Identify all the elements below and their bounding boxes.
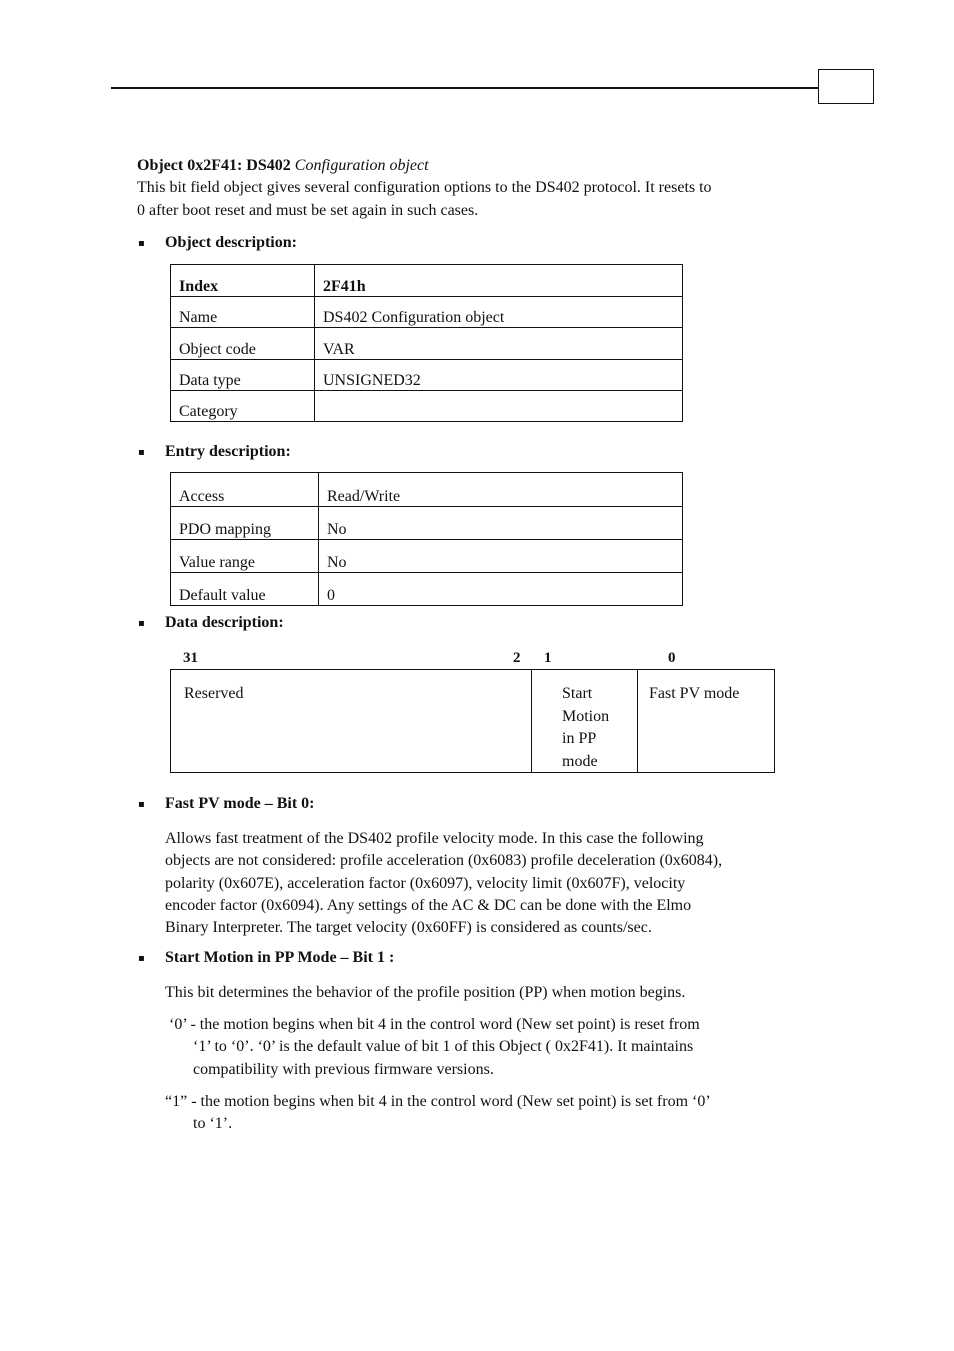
table-label-cell: Data type <box>171 360 315 391</box>
bit-cell-text: in PP <box>562 730 597 747</box>
bit-label-0: 0 <box>668 650 676 666</box>
table-row <box>171 328 683 360</box>
bit-cell-text: Motion <box>562 707 610 725</box>
table-label-cell: Index <box>171 265 315 297</box>
table-value-cell: 0 <box>319 573 683 606</box>
table-value-cell <box>315 391 683 422</box>
table-row <box>171 391 683 422</box>
intro-line-1: This bit field object gives several configuration options to the DS402 protocol. It resets to <box>137 179 712 196</box>
table-value-cell: DS402 Configuration object <box>315 297 683 328</box>
fast-pv-line-2: objects are not considered: profile acceleration (0x6083) profile deceleration (0x6084), <box>165 852 723 869</box>
table-label-cell: PDO mapping <box>171 507 319 540</box>
table-value-cell: No <box>319 507 683 540</box>
table-row <box>171 297 683 328</box>
table-value-cell: 2F41h <box>315 265 683 297</box>
bit-cell-text: mode <box>562 752 598 770</box>
option-0-line-1: ‘0’ - the motion begins when bit 4 in the control word (New set point) is reset from <box>169 1016 700 1033</box>
bullet-icon: ▪ <box>138 447 145 458</box>
start-motion-heading: Start Motion in PP Mode – Bit 1 : <box>165 949 395 966</box>
start-motion-intro: This bit determines the behavior of the profile position (PP) when motion begins. <box>165 984 686 1001</box>
bullet-icon: ▪ <box>138 618 145 629</box>
table-value-cell: No <box>319 540 683 573</box>
table-label-cell: Category <box>171 391 315 422</box>
header-rule <box>111 87 819 89</box>
option-1-line-1: “1” - the motion begins when bit 4 in the control word (New set point) is set from ‘0’ <box>165 1093 711 1110</box>
option-1-line-2: to ‘1’. <box>193 1115 233 1132</box>
table-label-cell: Object code <box>171 328 315 360</box>
table-value-cell: Read/Write <box>319 473 683 507</box>
bullet-icon: ▪ <box>138 799 145 810</box>
table-value-cell: UNSIGNED32 <box>315 360 683 391</box>
table-row <box>171 540 683 573</box>
bit-cell-text: Fast PV mode <box>649 685 740 702</box>
data-description-heading: Data description: <box>165 614 284 631</box>
bit-label-2: 2 <box>513 650 521 666</box>
section-title-italic: Configuration object <box>294 157 429 174</box>
bit-field-diagram <box>170 669 775 773</box>
bit-label-1: 1 <box>544 650 552 666</box>
entry-description-heading: Entry description: <box>165 443 291 460</box>
object-description-heading: Object description: <box>165 234 297 251</box>
bit-cell-reserved <box>171 670 532 772</box>
fast-pv-line-1: Allows fast treatment of the DS402 profile velocity mode. In this case the following <box>165 830 704 847</box>
table-label-cell: Name <box>171 297 315 328</box>
section-title-bold: Object 0x2F41: DS402 <box>137 157 295 174</box>
fast-pv-line-5: Binary Interpreter. The target velocity (0x60FF) is considered as counts/sec. <box>165 919 652 936</box>
fast-pv-heading: Fast PV mode – Bit 0: <box>165 795 315 812</box>
bit-label-31: 31 <box>183 650 198 666</box>
fast-pv-line-4: encoder factor (0x6094). Any settings of the AC & DC can be done with the Elmo <box>165 897 692 914</box>
table-row <box>171 473 683 507</box>
table-row <box>171 360 683 391</box>
object-description-table <box>170 264 683 422</box>
option-0-line-3: compatibility with previous firmware versions. <box>193 1061 494 1078</box>
bit-cell-text: Reserved <box>184 685 244 702</box>
bit-cell-text: Start <box>562 685 593 702</box>
table-row <box>171 507 683 540</box>
table-row <box>171 573 683 606</box>
table-label-cell: Value range <box>171 540 319 573</box>
bit-cell-start-motion <box>532 670 638 772</box>
table-row <box>171 265 683 297</box>
table-label-cell: Access <box>171 473 319 507</box>
entry-description-table <box>170 472 683 606</box>
table-value-cell: VAR <box>315 328 683 360</box>
bullet-icon: ▪ <box>138 238 145 249</box>
intro-line-2: 0 after boot reset and must be set again in such cases. <box>137 202 479 219</box>
page-number-box <box>818 69 874 104</box>
fast-pv-line-3: polarity (0x607E), acceleration factor (0x6097), velocity limit (0x607F), velocity <box>165 875 686 892</box>
bullet-icon: ▪ <box>138 953 145 964</box>
section-title <box>137 155 429 178</box>
table-label-cell: Default value <box>171 573 319 606</box>
bit-cell-fast-pv <box>638 670 774 772</box>
option-0-line-2: ‘1’ to ‘0’. ‘0’ is the default value of bit 1 of this Object ( 0x2F41). It maintains <box>193 1038 694 1055</box>
